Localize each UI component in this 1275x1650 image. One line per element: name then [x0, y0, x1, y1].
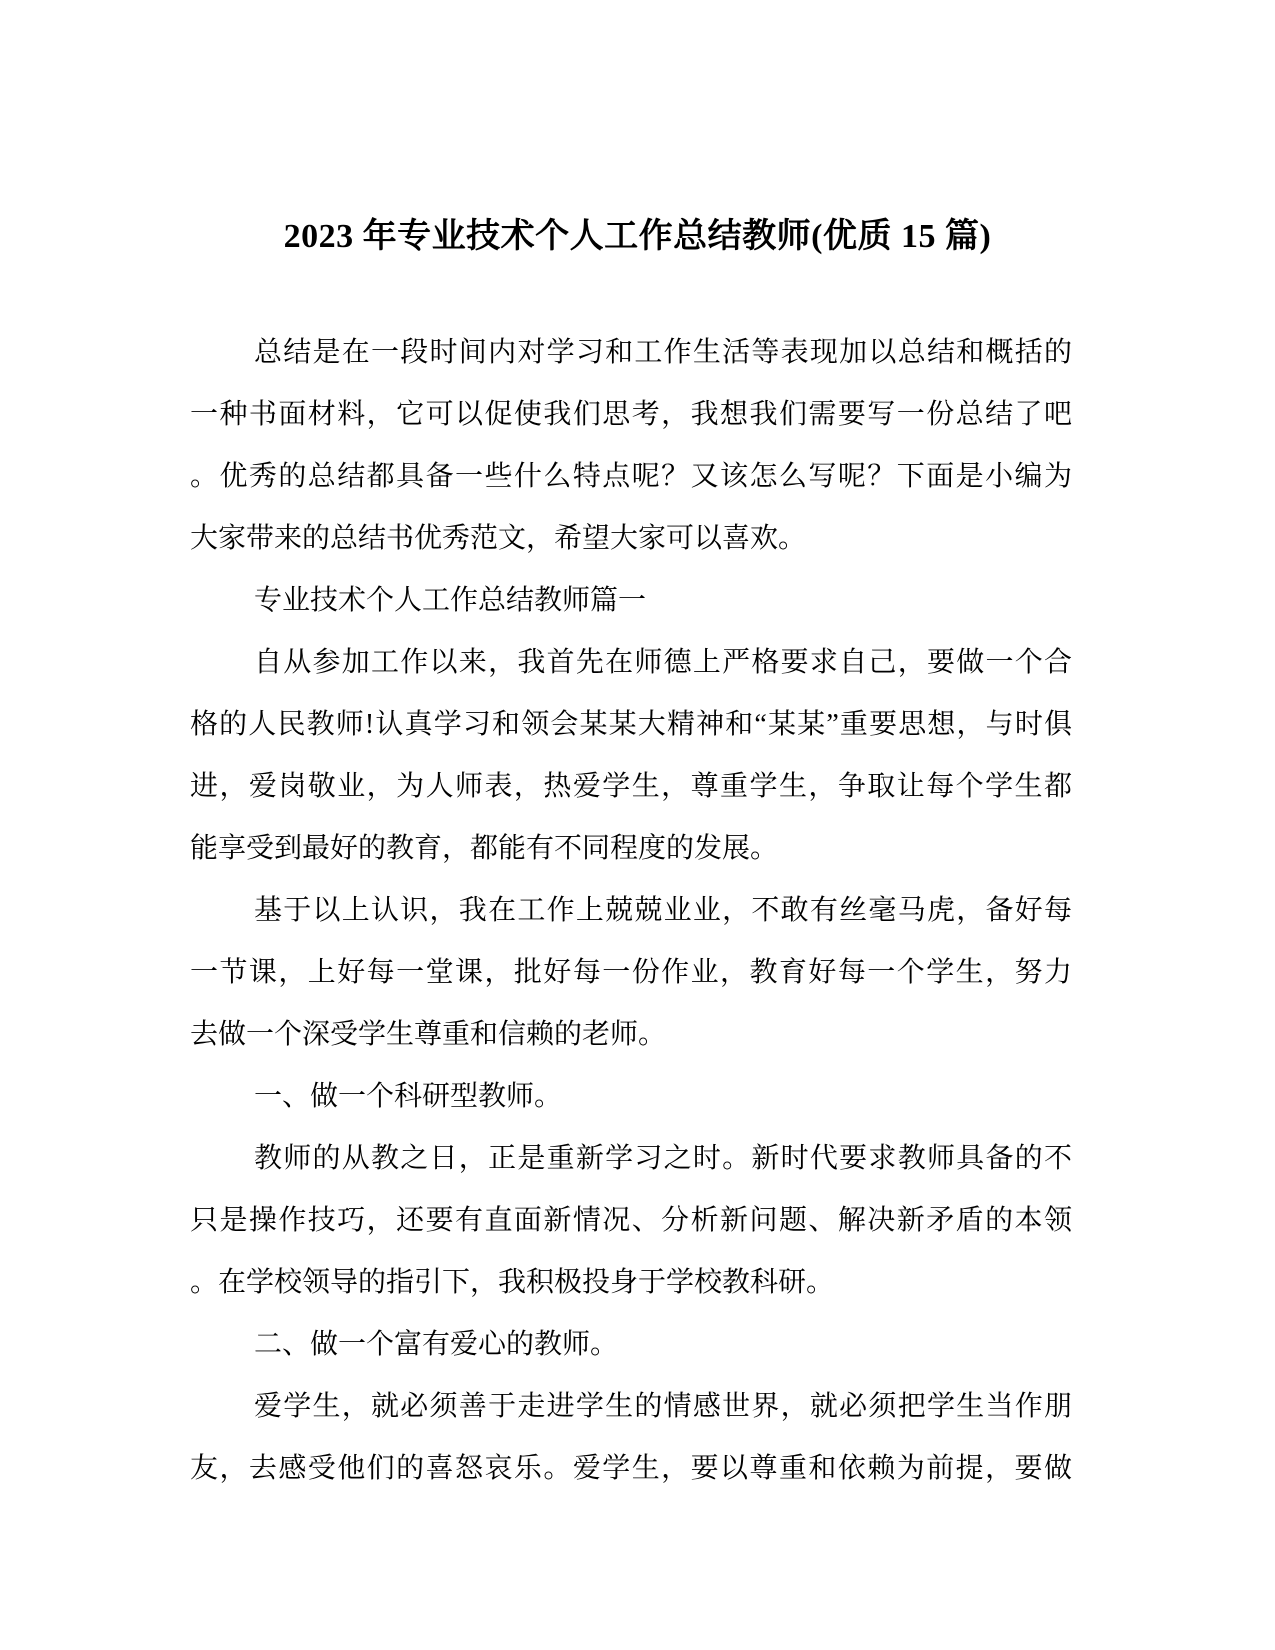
section-heading-line: 专业技术个人工作总结教师篇一 — [254, 585, 647, 616]
text-line: 大家带来的总结书优秀范文，希望大家可以喜欢。 — [190, 523, 807, 554]
text-line: 格的人民教师!认真学习和领会某某大精神和“某某”重要思想，与时俱 — [190, 709, 1072, 740]
numbered-heading-line: 二、做一个富有爱心的教师。 — [254, 1329, 619, 1360]
text-line: 基于以上认识，我在工作上兢兢业业，不敢有丝毫马虎，备好每 — [254, 895, 1072, 926]
text-line: 只是操作技巧，还要有直面新情况、分析新问题、解决新矛盾的本领 — [190, 1205, 1072, 1236]
text-line: 一种书面材料，它可以促使我们思考，我想我们需要写一份总结了吧 — [190, 399, 1072, 430]
text-line: 去做一个深受学生尊重和信赖的老师。 — [190, 1019, 667, 1050]
text-line: 进，爱岗敬业，为人师表，热爱学生，尊重学生，争取让每个学生都 — [190, 771, 1072, 802]
text-line: 。优秀的总结都具备一些什么特点呢？又该怎么写呢？下面是小编为 — [190, 461, 1072, 492]
document-body — [190, 322, 1072, 1500]
text-line: 友，去感受他们的喜怒哀乐。爱学生，要以尊重和依赖为前提，要做 — [190, 1453, 1072, 1484]
text-line: 能享受到最好的教育，都能有不同程度的发展。 — [190, 833, 779, 864]
text-line: 教师的从教之日，正是重新学习之时。新时代要求教师具备的不 — [254, 1143, 1072, 1174]
text-line: 总结是在一段时间内对学习和工作生活等表现加以总结和概括的 — [254, 337, 1072, 368]
numbered-heading-line: 一、做一个科研型教师。 — [254, 1081, 563, 1112]
text-line: 自从参加工作以来，我首先在师德上严格要求自己，要做一个合 — [254, 647, 1072, 678]
text-line: 。在学校领导的指引下，我积极投身于学校教科研。 — [190, 1267, 835, 1298]
document-title: 2023 年专业技术个人工作总结教师(优质 15 篇) — [283, 218, 992, 255]
text-line: 爱学生，就必须善于走进学生的情感世界，就必须把学生当作朋 — [254, 1391, 1072, 1422]
text-line: 一节课，上好每一堂课，批好每一份作业，教育好每一个学生，努力 — [190, 957, 1072, 988]
